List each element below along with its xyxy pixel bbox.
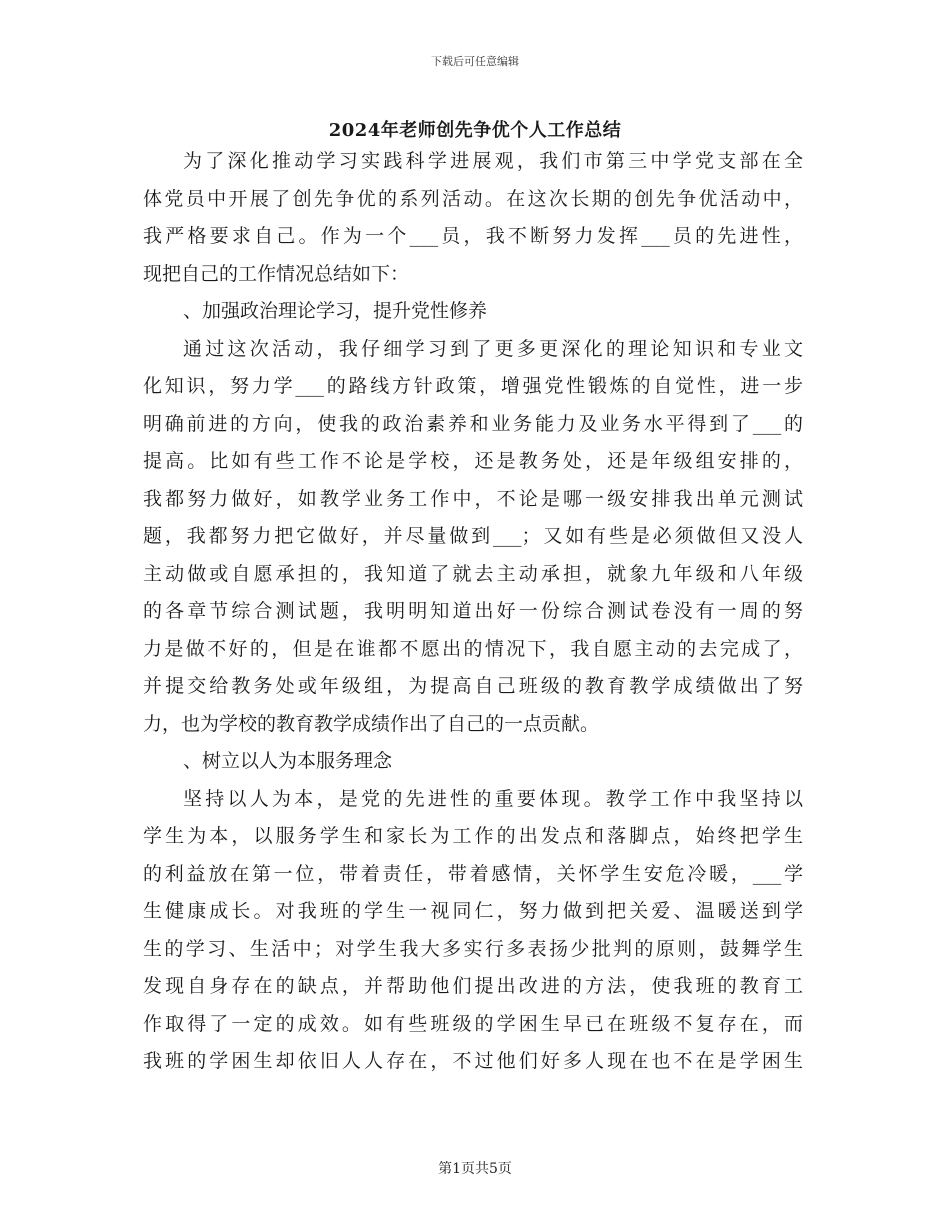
- paragraph-line: 发现自身存在的缺点，并帮助他们提出改进的方法，使我班的教育工: [143, 975, 803, 997]
- paragraph-line: 我严格要求自己。作为一个___员，我不断努力发挥___员的先进性，: [143, 225, 803, 247]
- paragraph-line: 体党员中开展了创先争优的系列活动。在这次长期的创先争优活动中，: [143, 187, 803, 210]
- paragraph-line: 坚持以人为本，是党的先进性的重要体现。教学工作中我坚持以: [183, 787, 803, 810]
- paragraph-line: 作取得了一定的成效。如有些班级的学困生早已在班级不复存在，而: [143, 1012, 803, 1035]
- paragraph-line: 题，我都努力把它做好，并尽量做到___；又如有些是必须做但又没人: [143, 525, 803, 547]
- paragraph-line: 生健康成长。对我班的学生一视同仁，努力做到把关爱、温暖送到学: [143, 900, 803, 922]
- paragraph-line: 通过这次活动，我仔细学习到了更多更深化的理论知识和专业文: [183, 337, 803, 360]
- paragraph-line: 并提交给教务处或年级组，为提高自己班级的教育教学成绩做出了努: [143, 675, 803, 697]
- paragraph-line: 化知识，努力学___的路线方针政策，增强党性锻炼的自觉性，进一步: [143, 375, 803, 397]
- section-heading: 、树立以人为本服务理念: [183, 750, 393, 772]
- paragraph-line: 主动做或自愿承担的，我知道了就去主动承担，就象九年级和八年级: [143, 562, 803, 585]
- paragraph-line: 力是做不好的，但是在谁都不愿出的情况下，我自愿主动的去完成了，: [143, 637, 803, 660]
- paragraph-line: 为了深化推动学习实践科学进展观，我们市第三中学党支部在全: [183, 150, 803, 172]
- paragraph-line: 的各章节综合测试题，我明明知道出好一份综合测试卷没有一周的努: [143, 600, 803, 622]
- section-heading: 、加强政治理论学习，提升党性修养: [183, 300, 488, 322]
- document-body: [143, 143, 803, 1081]
- paragraph-line: 我都努力做好，如教学业务工作中，不论是哪一级安排我出单元测试: [143, 487, 803, 510]
- page-number-footer: 第1页共5页: [438, 1161, 512, 1177]
- paragraph-line: 生的学习、生活中；对学生我大多实行多表扬少批判的原则，鼓舞学生: [143, 937, 803, 960]
- paragraph-line: 提高。比如有些工作不论是学校，还是教务处，还是年级组安排的，: [143, 450, 803, 472]
- paragraph-line: 明确前进的方向，使我的政治素养和业务能力及业务水平得到了___的: [143, 412, 803, 435]
- paragraph-line: 我班的学困生却依旧人人存在，不过他们好多人现在也不在是学困生: [143, 1050, 803, 1072]
- paragraph-line: 力，也为学校的教育教学成绩作出了自己的一点贡献。: [143, 712, 600, 735]
- document-title: 2024年老师创先争优个人工作总结: [328, 120, 622, 141]
- paragraph-line: 现把自己的工作情况总结如下：: [143, 262, 410, 285]
- page-header-note: 下载后可任意编辑: [431, 55, 519, 68]
- paragraph-line: 的利益放在第一位，带着责任，带着感情，关怀学生安危冷暖，___学: [143, 862, 803, 885]
- paragraph-line: 学生为本，以服务学生和家长为工作的出发点和落脚点，始终把学生: [143, 825, 803, 847]
